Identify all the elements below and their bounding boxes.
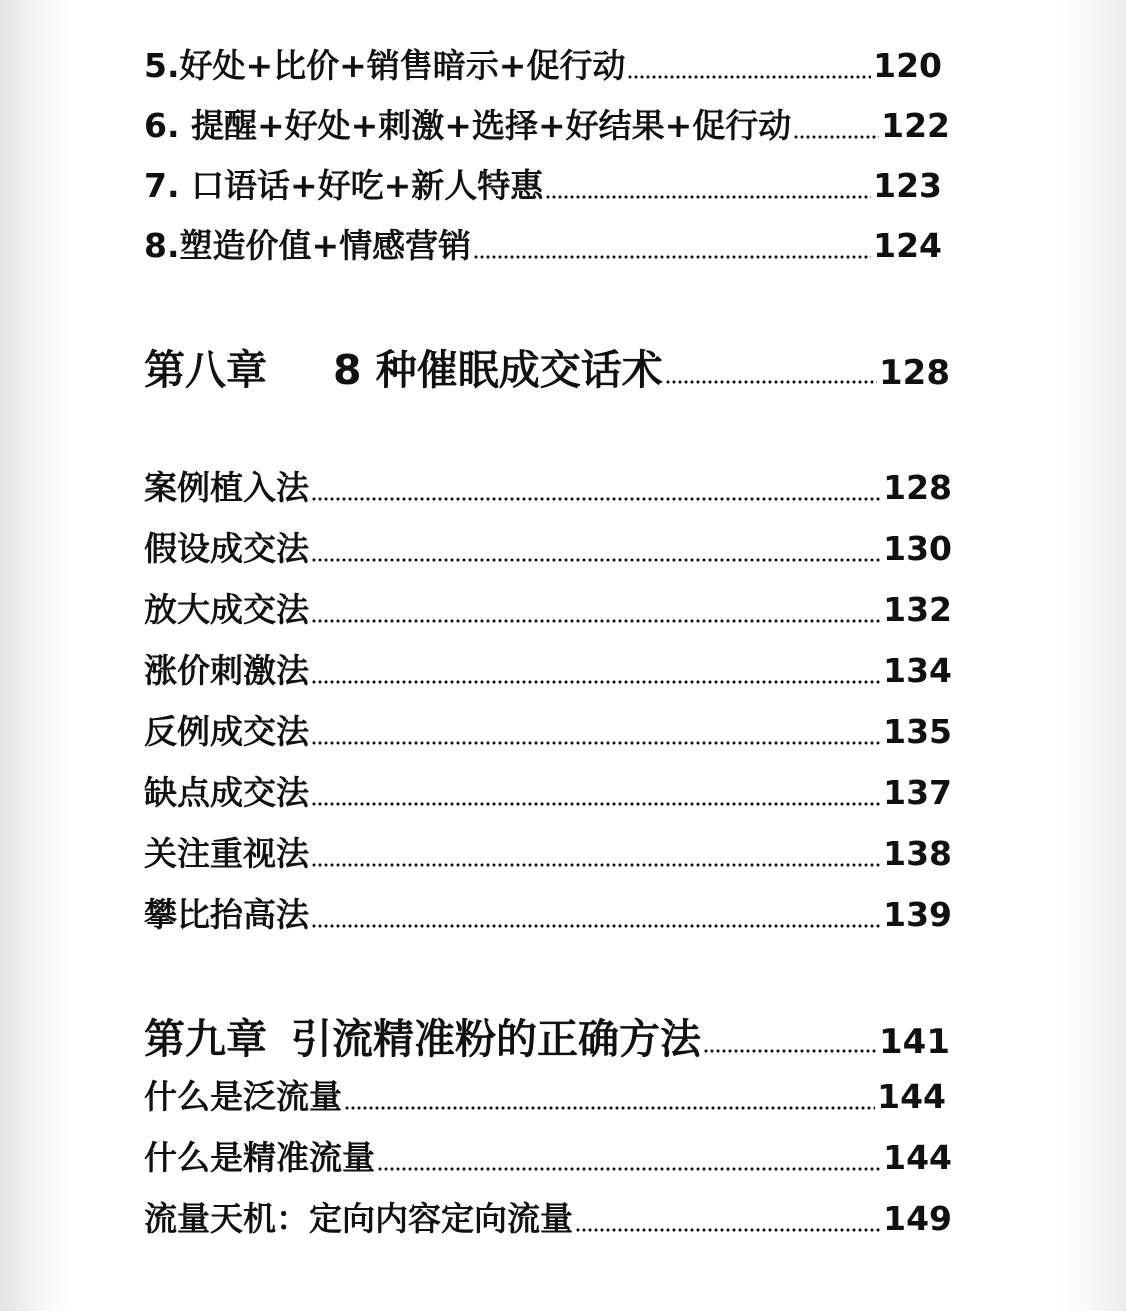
dot-leader xyxy=(344,1105,875,1111)
toc-entry[interactable] xyxy=(144,220,942,264)
right-page-shadow xyxy=(1056,0,1126,1311)
toc-entry[interactable] xyxy=(144,1132,952,1176)
dot-leader xyxy=(311,618,881,624)
toc-entry-page: 120 xyxy=(873,46,942,85)
toc-entry-title: 6. 提醒+好处+刺激+选择+好结果+促行动 xyxy=(144,106,792,145)
dot-leader xyxy=(575,1227,881,1233)
chapter-label: 第九章 xyxy=(144,1015,267,1063)
toc-entry-title: 关注重视法 xyxy=(144,834,309,873)
toc-entry-title: 7. 口语话+好吃+新人特惠 xyxy=(144,166,544,205)
toc-entry-page: 130 xyxy=(883,529,952,568)
toc-entry-title: 攀比抬高法 xyxy=(144,895,309,934)
dot-leader xyxy=(665,379,877,385)
toc-entry[interactable] xyxy=(144,1193,952,1237)
toc-entry-title: 涨价刺激法 xyxy=(144,651,309,690)
toc-entry-page: 123 xyxy=(873,166,942,205)
chapter-heading[interactable] xyxy=(144,1006,950,1063)
toc-entry-page: 134 xyxy=(883,651,952,690)
dot-leader xyxy=(703,1048,877,1054)
toc-entry[interactable] xyxy=(144,100,950,144)
toc-entry-title: 放大成交法 xyxy=(144,590,309,629)
toc-entry-title: 缺点成交法 xyxy=(144,773,309,812)
dot-leader xyxy=(311,923,881,929)
toc-entry-title: 假设成交法 xyxy=(144,529,309,568)
toc-entry-title: 什么是泛流量 xyxy=(144,1077,342,1116)
toc-entry[interactable] xyxy=(144,828,952,872)
toc-entry-page: 135 xyxy=(883,712,952,751)
toc-entry[interactable] xyxy=(144,767,952,811)
toc-entry-page: 137 xyxy=(883,773,952,812)
dot-leader xyxy=(311,496,881,502)
dot-leader xyxy=(377,1166,881,1172)
toc-entry-title: 流量天机：定向内容定向流量 xyxy=(144,1199,573,1238)
toc-entry-page: 144 xyxy=(883,1138,952,1177)
dot-leader xyxy=(311,801,881,807)
toc-entry-page: 138 xyxy=(883,834,952,873)
dot-leader xyxy=(311,862,881,868)
chapter-page: 141 xyxy=(879,1022,950,1062)
toc-entry[interactable] xyxy=(144,462,952,506)
toc-entry-title: 8.塑造价值+情感营销 xyxy=(144,226,472,265)
toc-entry[interactable] xyxy=(144,584,952,628)
dot-leader xyxy=(311,557,881,563)
toc-entry-title: 案例植入法 xyxy=(144,468,309,507)
dot-leader xyxy=(545,194,871,200)
toc-entry-title: 5.好处+比价+销售暗示+促行动 xyxy=(144,46,626,85)
toc-entry[interactable] xyxy=(144,706,952,750)
toc-entry-page: 149 xyxy=(883,1199,952,1238)
dot-leader xyxy=(627,74,871,80)
toc-entry-page: 124 xyxy=(873,226,942,265)
chapter-title: 8 种催眠成交话术 xyxy=(333,346,663,394)
toc-entry[interactable] xyxy=(144,645,952,689)
toc-entry-page: 122 xyxy=(881,106,950,145)
toc-entry-page: 128 xyxy=(883,468,952,507)
toc-entry-page: 139 xyxy=(883,895,952,934)
dot-leader xyxy=(793,134,879,140)
toc-entry-page: 144 xyxy=(877,1077,946,1116)
toc-entry-page: 132 xyxy=(883,590,952,629)
toc-entry[interactable] xyxy=(144,40,942,84)
toc-entry[interactable] xyxy=(144,1071,946,1115)
chapter-page: 128 xyxy=(879,353,950,393)
toc-entry[interactable] xyxy=(144,889,952,933)
toc-entry[interactable] xyxy=(144,160,942,204)
chapter-heading[interactable] xyxy=(144,337,950,394)
chapter-title: 引流精准粉的正确方法 xyxy=(291,1015,701,1063)
dot-leader xyxy=(311,679,881,685)
dot-leader xyxy=(311,740,881,746)
left-page-shadow xyxy=(0,0,70,1311)
dot-leader xyxy=(473,254,871,260)
chapter-label: 第八章 xyxy=(144,346,267,394)
toc-entry[interactable] xyxy=(144,523,952,567)
toc-entry-title: 反例成交法 xyxy=(144,712,309,751)
toc-entry-title: 什么是精准流量 xyxy=(144,1138,375,1177)
